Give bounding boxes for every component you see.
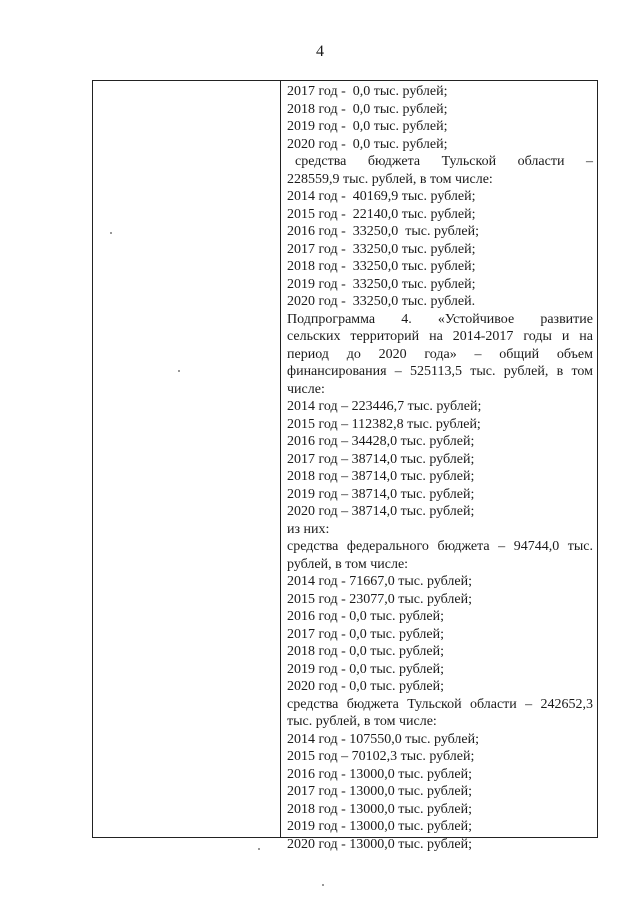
text-line: 2014 год – 223446,7 тыс. рублей;	[287, 399, 482, 414]
text-line: 2016 год – 34428,0 тыс. рублей;	[287, 434, 475, 449]
scan-speck	[322, 884, 324, 886]
text-line: финансирования – 525113,5 тыс. рублей, в том	[287, 364, 593, 379]
table-right-column	[281, 81, 597, 852]
table-left-column	[93, 81, 281, 837]
text-line: 2018 год - 13000,0 тыс. рублей;	[287, 801, 473, 817]
page-number: 4	[316, 43, 324, 60]
text-line: 2018 год - 0,0 тыс. рублей;	[287, 644, 445, 659]
text-line: средства федерального бюджета – 94744,0 тыс.	[287, 539, 593, 554]
text-line: 2020 год - 0,0 тыс. рублей;	[287, 136, 448, 152]
text-line: 2019 год - 0,0 тыс. рублей;	[287, 661, 445, 677]
text-line: 2014 год - 40169,9 тыс. рублей;	[287, 189, 476, 204]
text-line: 2017 год – 38714,0 тыс. рублей;	[287, 451, 475, 467]
text-line: 2018 год - 0,0 тыс. рублей;	[287, 101, 448, 117]
text-line: 2019 год – 38714,0 тыс. рублей;	[287, 486, 475, 502]
text-line: 2020 год – 38714,0 тыс. рублей;	[287, 504, 475, 519]
text-line: 2014 год - 71667,0 тыс. рублей;	[287, 574, 473, 589]
text-line: средства бюджета Тульской области – 242652,3	[287, 696, 593, 712]
text-line: средства бюджета Тульской области –	[295, 154, 593, 169]
text-line: 2016 год - 33250,0 тыс. рублей;	[287, 224, 480, 239]
text-line: период до 2020 года» – общий объем	[287, 346, 593, 362]
text-line: 2018 год - 33250,0 тыс. рублей;	[287, 259, 476, 274]
scan-speck	[178, 370, 180, 372]
text-line: 2015 год - 23077,0 тыс. рублей;	[287, 591, 473, 607]
text-line: 2018 год – 38714,0 тыс. рублей;	[287, 469, 475, 484]
text-line: числе:	[287, 381, 325, 397]
text-line: Подпрограмма 4. «Устойчивое развитие	[287, 311, 593, 327]
text-line: 2014 год - 107550,0 тыс. рублей;	[287, 731, 480, 747]
text-line: из них:	[287, 521, 330, 537]
scan-speck	[110, 232, 112, 234]
text-line: 2015 год – 112382,8 тыс. рублей;	[287, 416, 481, 432]
scan-speck	[258, 848, 260, 850]
text-line: 2020 год - 13000,0 тыс. рублей;	[287, 836, 473, 852]
text-line: 2019 год - 13000,0 тыс. рублей;	[287, 819, 473, 834]
text-line: 2020 год - 33250,0 тыс. рублей.	[287, 294, 476, 309]
text-line: 2019 год - 33250,0 тыс. рублей;	[287, 276, 476, 292]
text-line: 2019 год - 0,0 тыс. рублей;	[287, 119, 448, 134]
financing-table	[92, 80, 598, 852]
text-line: 2017 год - 0,0 тыс. рублей;	[287, 84, 448, 99]
text-line: рублей, в том числе:	[287, 556, 409, 572]
text-line: 2015 год – 70102,3 тыс. рублей;	[287, 749, 475, 764]
text-line: сельских территорий на 2014-2017 годы и на	[287, 329, 593, 344]
text-line: 2017 год - 0,0 тыс. рублей;	[287, 626, 445, 642]
text-line: 2016 год - 0,0 тыс. рублей;	[287, 609, 445, 624]
text-line: 2016 год - 13000,0 тыс. рублей;	[287, 766, 473, 782]
text-line: 2017 год - 13000,0 тыс. рублей;	[287, 784, 473, 799]
text-line: 2020 год - 0,0 тыс. рублей;	[287, 679, 445, 694]
text-line: 2015 год - 22140,0 тыс. рублей;	[287, 206, 476, 222]
text-line: 228559,9 тыс. рублей, в том числе:	[287, 171, 493, 187]
text-line: тыс. рублей, в том числе:	[287, 714, 437, 729]
text-line: 2017 год - 33250,0 тыс. рублей;	[287, 241, 476, 257]
